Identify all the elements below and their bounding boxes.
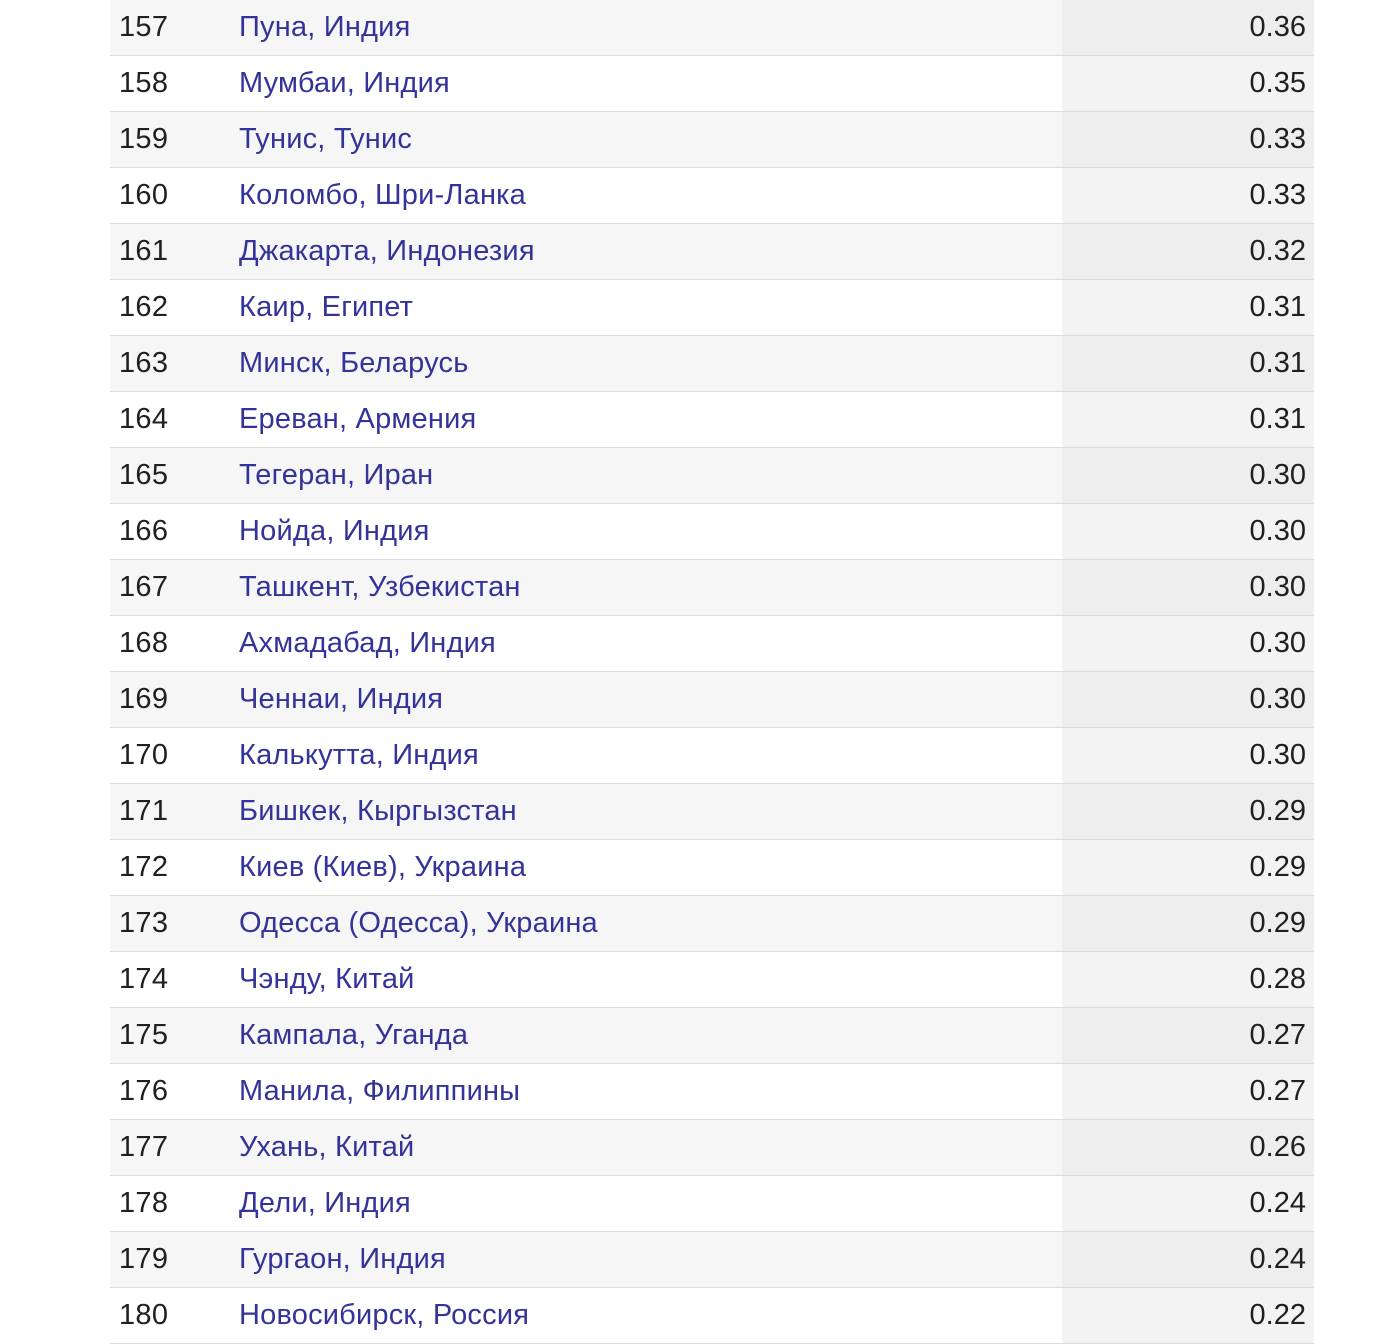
city-link[interactable]: Тегеран, Иран xyxy=(239,459,434,491)
table-row xyxy=(110,448,1314,504)
rank-cell: 175 xyxy=(119,1019,169,1051)
city-link[interactable]: Ухань, Китай xyxy=(239,1131,415,1163)
table-row xyxy=(110,224,1314,280)
rank-cell: 180 xyxy=(119,1299,169,1331)
city-link[interactable]: Новосибирск, Россия xyxy=(239,1299,530,1331)
table-row xyxy=(110,280,1314,336)
table-row xyxy=(110,728,1314,784)
table-row xyxy=(110,168,1314,224)
city-link[interactable]: Нойда, Индия xyxy=(239,515,430,547)
rank-cell: 163 xyxy=(119,347,169,379)
table-row xyxy=(110,952,1314,1008)
city-link[interactable]: Мумбаи, Индия xyxy=(239,67,450,99)
rank-cell: 178 xyxy=(119,1187,169,1219)
index-value-cell: 0.36 xyxy=(1062,0,1314,55)
city-link[interactable]: Чэнду, Китай xyxy=(239,963,415,995)
table-row xyxy=(110,784,1314,840)
city-link[interactable]: Тунис, Тунис xyxy=(239,123,413,155)
rank-cell: 160 xyxy=(119,179,169,211)
city-link[interactable]: Ченнаи, Индия xyxy=(239,683,444,715)
rank-cell: 157 xyxy=(119,11,169,43)
index-value-cell: 0.31 xyxy=(1062,336,1314,391)
city-link[interactable]: Гургаон, Индия xyxy=(239,1243,446,1275)
rank-cell: 162 xyxy=(119,291,169,323)
table-row xyxy=(110,1176,1314,1232)
index-value-cell: 0.30 xyxy=(1062,728,1314,783)
rank-cell: 166 xyxy=(119,515,169,547)
index-value-cell: 0.27 xyxy=(1062,1064,1314,1119)
table-row xyxy=(110,1232,1314,1288)
table-row xyxy=(110,560,1314,616)
rank-cell: 179 xyxy=(119,1243,169,1275)
city-link[interactable]: Коломбо, Шри-Ланка xyxy=(239,179,527,211)
rank-cell: 173 xyxy=(119,907,169,939)
index-value-cell: 0.24 xyxy=(1062,1176,1314,1231)
rank-cell: 168 xyxy=(119,627,169,659)
index-value-cell: 0.31 xyxy=(1062,392,1314,447)
city-link[interactable]: Манила, Филиппины xyxy=(239,1075,521,1107)
rank-cell: 174 xyxy=(119,963,169,995)
table-row xyxy=(110,1120,1314,1176)
index-value-cell: 0.30 xyxy=(1062,616,1314,671)
index-value-cell: 0.32 xyxy=(1062,224,1314,279)
rank-cell: 169 xyxy=(119,683,169,715)
index-value-cell: 0.29 xyxy=(1062,896,1314,951)
table-row xyxy=(110,840,1314,896)
city-link[interactable]: Минск, Беларусь xyxy=(239,347,469,379)
table-row xyxy=(110,1008,1314,1064)
city-link[interactable]: Кампала, Уганда xyxy=(239,1019,469,1051)
table-row xyxy=(110,392,1314,448)
table-row xyxy=(110,896,1314,952)
table-row xyxy=(110,112,1314,168)
index-value-cell: 0.33 xyxy=(1062,112,1314,167)
rank-cell: 176 xyxy=(119,1075,169,1107)
index-value-cell: 0.30 xyxy=(1062,560,1314,615)
rank-cell: 159 xyxy=(119,123,169,155)
rank-cell: 170 xyxy=(119,739,169,771)
city-link[interactable]: Дели, Индия xyxy=(239,1187,411,1219)
table-row xyxy=(110,1064,1314,1120)
index-value-cell: 0.26 xyxy=(1062,1120,1314,1175)
index-value-cell: 0.33 xyxy=(1062,168,1314,223)
city-link[interactable]: Джакарта, Индонезия xyxy=(239,235,535,267)
index-value-cell: 0.28 xyxy=(1062,952,1314,1007)
index-value-cell: 0.24 xyxy=(1062,1232,1314,1287)
index-value-cell: 0.30 xyxy=(1062,504,1314,559)
city-link[interactable]: Киев (Киев), Украина xyxy=(239,851,527,883)
ranking-table xyxy=(110,0,1314,1344)
index-value-cell: 0.35 xyxy=(1062,56,1314,111)
index-value-cell: 0.31 xyxy=(1062,280,1314,335)
rank-cell: 165 xyxy=(119,459,169,491)
table-row xyxy=(110,672,1314,728)
city-link[interactable]: Каир, Египет xyxy=(239,291,414,323)
index-value-cell: 0.29 xyxy=(1062,840,1314,895)
table-row xyxy=(110,336,1314,392)
city-link[interactable]: Ереван, Армения xyxy=(239,403,477,435)
table-row xyxy=(110,504,1314,560)
rank-cell: 158 xyxy=(119,67,169,99)
city-link[interactable]: Пуна, Индия xyxy=(239,11,411,43)
rank-cell: 171 xyxy=(119,795,169,827)
rank-cell: 167 xyxy=(119,571,169,603)
city-link[interactable]: Ташкент, Узбекистан xyxy=(239,571,521,603)
index-value-cell: 0.22 xyxy=(1062,1288,1314,1343)
city-link[interactable]: Ахмадабад, Индия xyxy=(239,627,496,659)
index-value-cell: 0.30 xyxy=(1062,672,1314,727)
table-row xyxy=(110,616,1314,672)
rank-cell: 161 xyxy=(119,235,169,267)
city-link[interactable]: Бишкек, Кыргызстан xyxy=(239,795,517,827)
city-link[interactable]: Калькутта, Индия xyxy=(239,739,479,771)
table-row xyxy=(110,56,1314,112)
city-link[interactable]: Одесса (Одесса), Украина xyxy=(239,907,598,939)
rank-cell: 164 xyxy=(119,403,169,435)
index-value-cell: 0.27 xyxy=(1062,1008,1314,1063)
table-row xyxy=(110,0,1314,56)
index-value-cell: 0.30 xyxy=(1062,448,1314,503)
index-value-cell: 0.29 xyxy=(1062,784,1314,839)
rank-cell: 172 xyxy=(119,851,169,883)
rank-cell: 177 xyxy=(119,1131,169,1163)
